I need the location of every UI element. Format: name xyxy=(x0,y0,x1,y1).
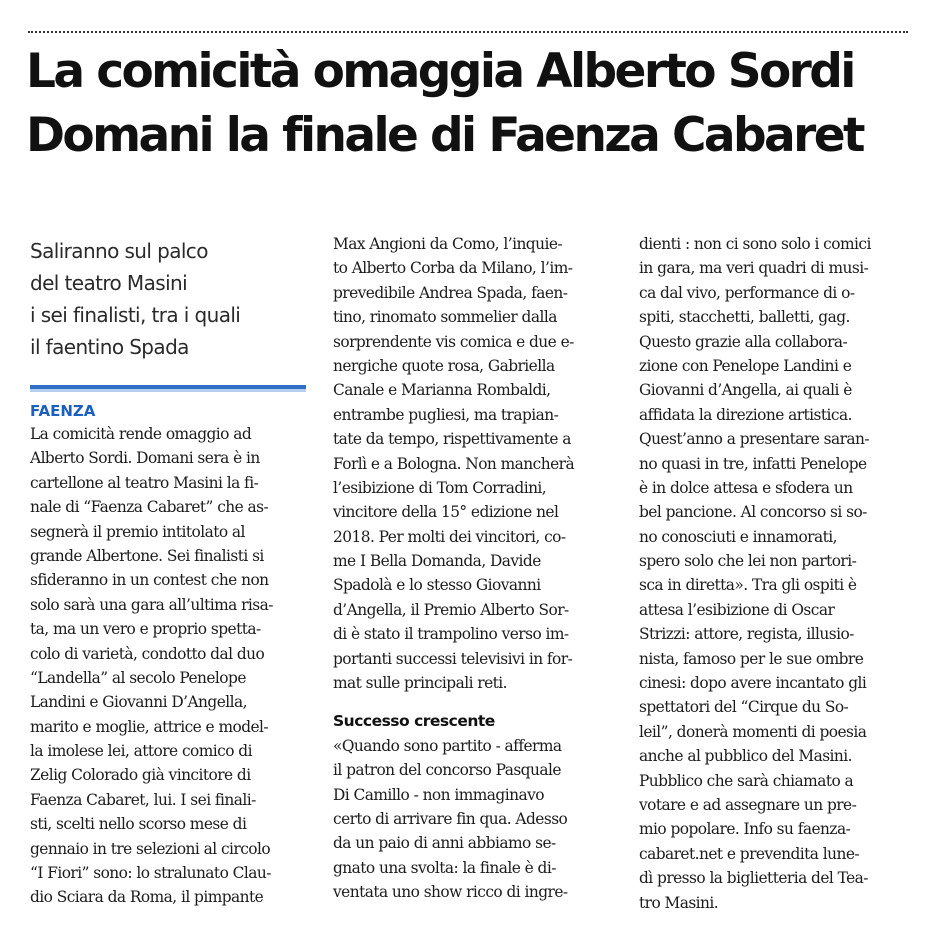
section-divider xyxy=(30,385,306,389)
text-line: cinesi: dopo avere incantato gli xyxy=(639,674,867,693)
text-line: Quest’anno a presentare saran- xyxy=(639,430,870,449)
text-line: di è stato il trampolino verso im- xyxy=(333,625,569,644)
text-line: sorprendente vis comica e due e- xyxy=(333,332,574,351)
text-line: spiti, stacchetti, balletti, gag. xyxy=(639,308,850,327)
text-line: vincitore della 15° edizione nel xyxy=(333,503,559,522)
text-line: nergiche quote rosa, Gabriella xyxy=(333,356,555,375)
text-line: solo sarà una gara all’ultima risa- xyxy=(30,595,273,614)
column-2-text xyxy=(333,232,619,695)
text-line: l’esibizione di Tom Corradini, xyxy=(333,478,547,497)
text-line: prevedibile Andrea Spada, faen- xyxy=(333,283,568,302)
summary-line: il faentino Spada xyxy=(30,335,189,359)
text-line: anche al pubblico del Masini. xyxy=(639,747,853,766)
column-1-text xyxy=(30,422,312,910)
column-3-text xyxy=(639,232,915,915)
text-line: sti, scelti nello scorso mese di xyxy=(30,815,247,834)
text-line: “I Fiori” sono: lo stralunato Clau- xyxy=(30,864,271,883)
top-dotted-rule xyxy=(28,31,908,33)
text-line: dì presso la biglietteria del Tea- xyxy=(639,869,868,888)
text-line: da un paio di anni abbiamo se- xyxy=(333,834,556,853)
text-line: gnato una svolta: la finale è di- xyxy=(333,858,556,877)
text-line: è in dolce attesa e sfodera un xyxy=(639,478,853,497)
text-line: 2018. Per molti dei vincitori, co- xyxy=(333,527,566,546)
text-line: spettatori del “Cirque du So- xyxy=(639,698,849,717)
dateline: FAENZA xyxy=(30,402,96,420)
text-line: nista, famoso per le sue ombre xyxy=(639,649,864,668)
text-line: bel pancione. Al concorso si so- xyxy=(639,503,867,522)
text-line: in gara, ma veri quadri di musi- xyxy=(639,259,869,278)
text-line: to Alberto Corba da Milano, l’im- xyxy=(333,259,573,278)
text-line: «Quando sono partito - afferma xyxy=(333,736,562,755)
text-line: grande Albertone. Sei finalisti si xyxy=(30,546,264,565)
text-line: Questo grazie alla collabora- xyxy=(639,332,848,351)
text-line: Giovanni d’Angella, ai quali è xyxy=(639,381,852,400)
text-line: spero solo che lei non partori- xyxy=(639,552,857,571)
summary-line: del teatro Masini xyxy=(30,271,188,295)
text-line: mat sulle principali reti. xyxy=(333,674,508,693)
text-line: ca dal vivo, performance di o- xyxy=(639,283,855,302)
text-line: tro Masini. xyxy=(639,893,719,912)
headline-line: Domani la finale di Faenza Cabaret xyxy=(26,108,863,163)
text-line: Pubblico che sarà chiamato a xyxy=(639,771,854,790)
headline-line: La comicità omaggia Alberto Sordi xyxy=(26,44,854,99)
text-line: marito e moglie, attrice e model- xyxy=(30,717,269,736)
text-line: sfideranno in un contest che non xyxy=(30,571,269,590)
text-line: tate da tempo, rispettivamente a xyxy=(333,430,571,449)
text-line: Canale e Marianna Rombaldi, xyxy=(333,381,551,400)
text-line: attesa l’esibizione di Oscar xyxy=(639,600,835,619)
article-column-3 xyxy=(639,232,915,915)
text-line: segnerà il premio intitolato al xyxy=(30,522,245,541)
text-line: cabaret.net e prevendita lune- xyxy=(639,844,860,863)
text-line: votare e ad assegnare un pre- xyxy=(639,795,857,814)
text-line: Zelig Colorado già vincitore di xyxy=(30,766,251,785)
text-line: no quasi in tre, infatti Penelope xyxy=(639,454,867,473)
text-line: certo di arrivare fin qua. Adesso xyxy=(333,809,568,828)
column-2-text-continued xyxy=(333,734,619,905)
summary-block xyxy=(30,235,312,363)
article-column-2 xyxy=(333,232,619,905)
text-line: Alberto Sordi. Domani sera è in xyxy=(30,449,260,468)
text-line: Spadolà e lo stesso Giovanni xyxy=(333,576,541,595)
text-line: sca in diretta». Tra gli ospiti è xyxy=(639,576,857,595)
text-line: ta, ma un vero e proprio spetta- xyxy=(30,620,261,639)
text-line: La comicità rende omaggio ad xyxy=(30,425,252,443)
text-line: dienti : non ci sono solo i comici xyxy=(639,235,871,253)
text-line: leil”, donerà momenti di poesia xyxy=(639,722,867,741)
text-line: “Landella” al secolo Penelope xyxy=(30,668,246,687)
text-line: entrambe pugliesi, ma trapian- xyxy=(333,405,559,424)
text-line: no conosciuti e innamorati, xyxy=(639,527,837,546)
text-line: gennaio in tre selezioni al circolo xyxy=(30,839,271,858)
text-line: tino, rinomato sommelier dalla xyxy=(333,308,557,327)
text-line: cartellone al teatro Masini la fi- xyxy=(30,473,259,492)
text-line: Landini e Giovanni D’Angella, xyxy=(30,693,247,712)
article-column-1 xyxy=(30,400,312,910)
summary-line: Saliranno sul palco xyxy=(30,239,208,263)
text-line: nale di “Faenza Cabaret” che as- xyxy=(30,498,269,517)
text-line: Max Angioni da Como, l’inquie- xyxy=(333,235,563,253)
text-line: d’Angella, il Premio Alberto Sor- xyxy=(333,600,569,619)
text-line: la imolese lei, attore comico di xyxy=(30,742,252,761)
text-line: Strizzi: attore, regista, illusio- xyxy=(639,625,854,644)
text-line: il patron del concorso Pasquale xyxy=(333,761,561,780)
headline xyxy=(26,40,916,168)
text-line: ventata uno show ricco di ingre- xyxy=(333,883,568,902)
text-line: mio popolare. Info su faenza- xyxy=(639,820,851,839)
text-line: zione con Penelope Landini e xyxy=(639,356,852,375)
text-line: me I Bella Domanda, Davide xyxy=(333,552,541,571)
text-line: Forlì e a Bologna. Non mancherà xyxy=(333,454,575,473)
summary-line: i sei finalisti, tra i quali xyxy=(30,303,241,327)
text-line: portanti successi televisivi in for- xyxy=(333,649,573,668)
subheading: Successo crescente xyxy=(333,712,495,731)
text-line: affidata la direzione artistica. xyxy=(639,405,852,424)
text-line: colo di varietà, condotto dal duo xyxy=(30,644,265,663)
text-line: dio Sciara da Roma, il pimpante xyxy=(30,888,264,907)
text-line: Di Camillo - non immaginavo xyxy=(333,785,544,804)
text-line: Faenza Cabaret, lui. I sei finali- xyxy=(30,790,256,809)
